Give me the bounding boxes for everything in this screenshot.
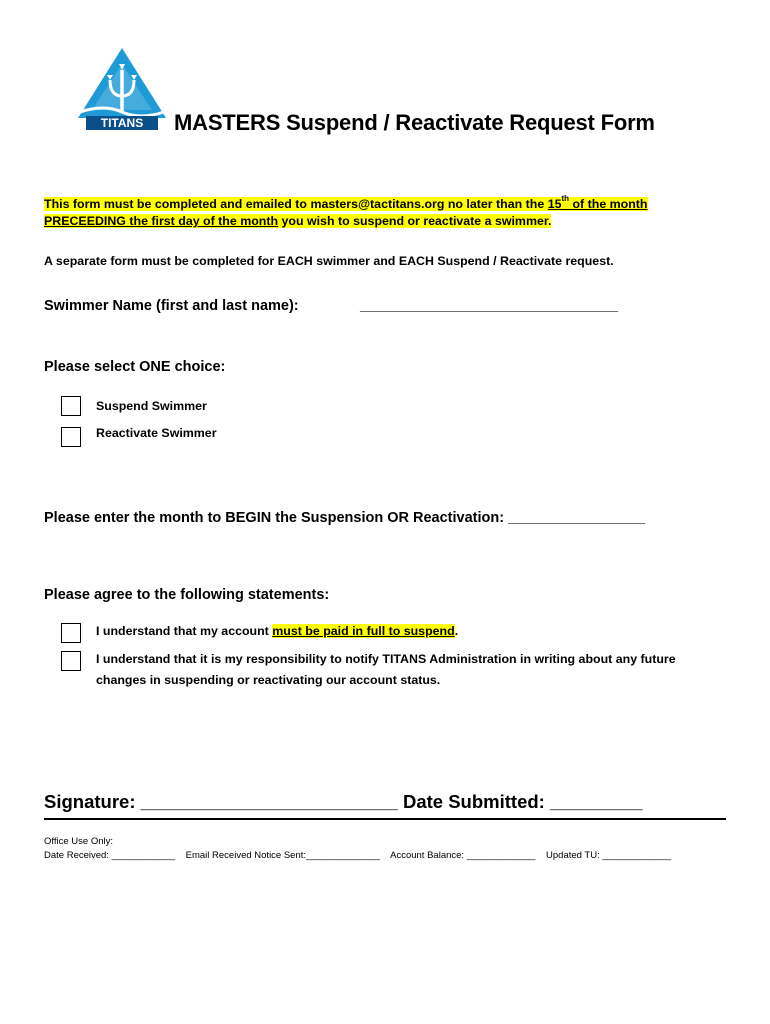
deadline-notice-line2 <box>44 214 551 228</box>
agree-paid-checkbox[interactable] <box>61 623 81 643</box>
trident-triangle-icon <box>74 46 170 134</box>
agree-notify-statement-line1: I understand that it is my responsibility to notify TITANS Administration in writing about any future <box>96 652 676 666</box>
reactivate-checkbox[interactable] <box>61 427 81 447</box>
notice-month-text: of the month <box>569 197 648 212</box>
page-title: MASTERS Suspend / Reactivate Request Form <box>174 110 655 135</box>
notice-text: This form must be completed and emailed to masters@tactitans.org no later than the <box>44 197 548 212</box>
notice-rest: you wish to suspend or reactivate a swimmer. <box>278 214 552 228</box>
logo-text: TITANS <box>100 116 144 130</box>
agree-notify-statement-line2: changes in suspending or reactivating our account status. <box>96 673 441 687</box>
swimmer-name-field[interactable]: ________________________________ <box>360 298 619 314</box>
office-use-title: Office Use Only: <box>44 836 113 847</box>
choice-heading: Please select ONE choice: <box>44 359 226 375</box>
suspend-option-label: Suspend Swimmer <box>96 399 207 413</box>
date-received: Date Received: ____________ <box>44 850 175 861</box>
divider <box>44 818 726 820</box>
suspend-checkbox[interactable] <box>61 396 81 416</box>
agree-heading: Please agree to the following statements: <box>44 587 330 603</box>
begin-month-field[interactable]: Please enter the month to BEGIN the Suspension OR Reactivation: _________________ <box>44 510 646 526</box>
notice-day: 15th <box>547 194 570 212</box>
agree-notify-checkbox[interactable] <box>61 651 81 671</box>
reactivate-option-label: Reactivate Swimmer <box>96 426 217 440</box>
swimmer-name-label: Swimmer Name (first and last name): <box>44 298 299 314</box>
titans-logo <box>74 46 170 134</box>
agree-paid-statement: I understand that my account must be paid in full to suspend. <box>96 624 459 638</box>
notice-preceeding: PRECEEDING the first day of the month <box>44 214 279 228</box>
account-balance: Account Balance: _____________ <box>390 850 536 861</box>
signature-date-field[interactable]: Signature: _________________________ Date Submitted: _________ <box>44 791 643 812</box>
deadline-notice-line1 <box>44 196 648 211</box>
separate-form-note: A separate form must be completed for EACH swimmer and EACH Suspend / Reactivate request. <box>44 254 614 268</box>
office-use-row <box>44 850 679 861</box>
updated-tu: Updated TU: _____________ <box>546 850 672 861</box>
email-notice-sent: Email Received Notice Sent:______________ <box>185 850 380 861</box>
paid-in-full-highlight: must be paid in full to suspend <box>272 624 455 638</box>
